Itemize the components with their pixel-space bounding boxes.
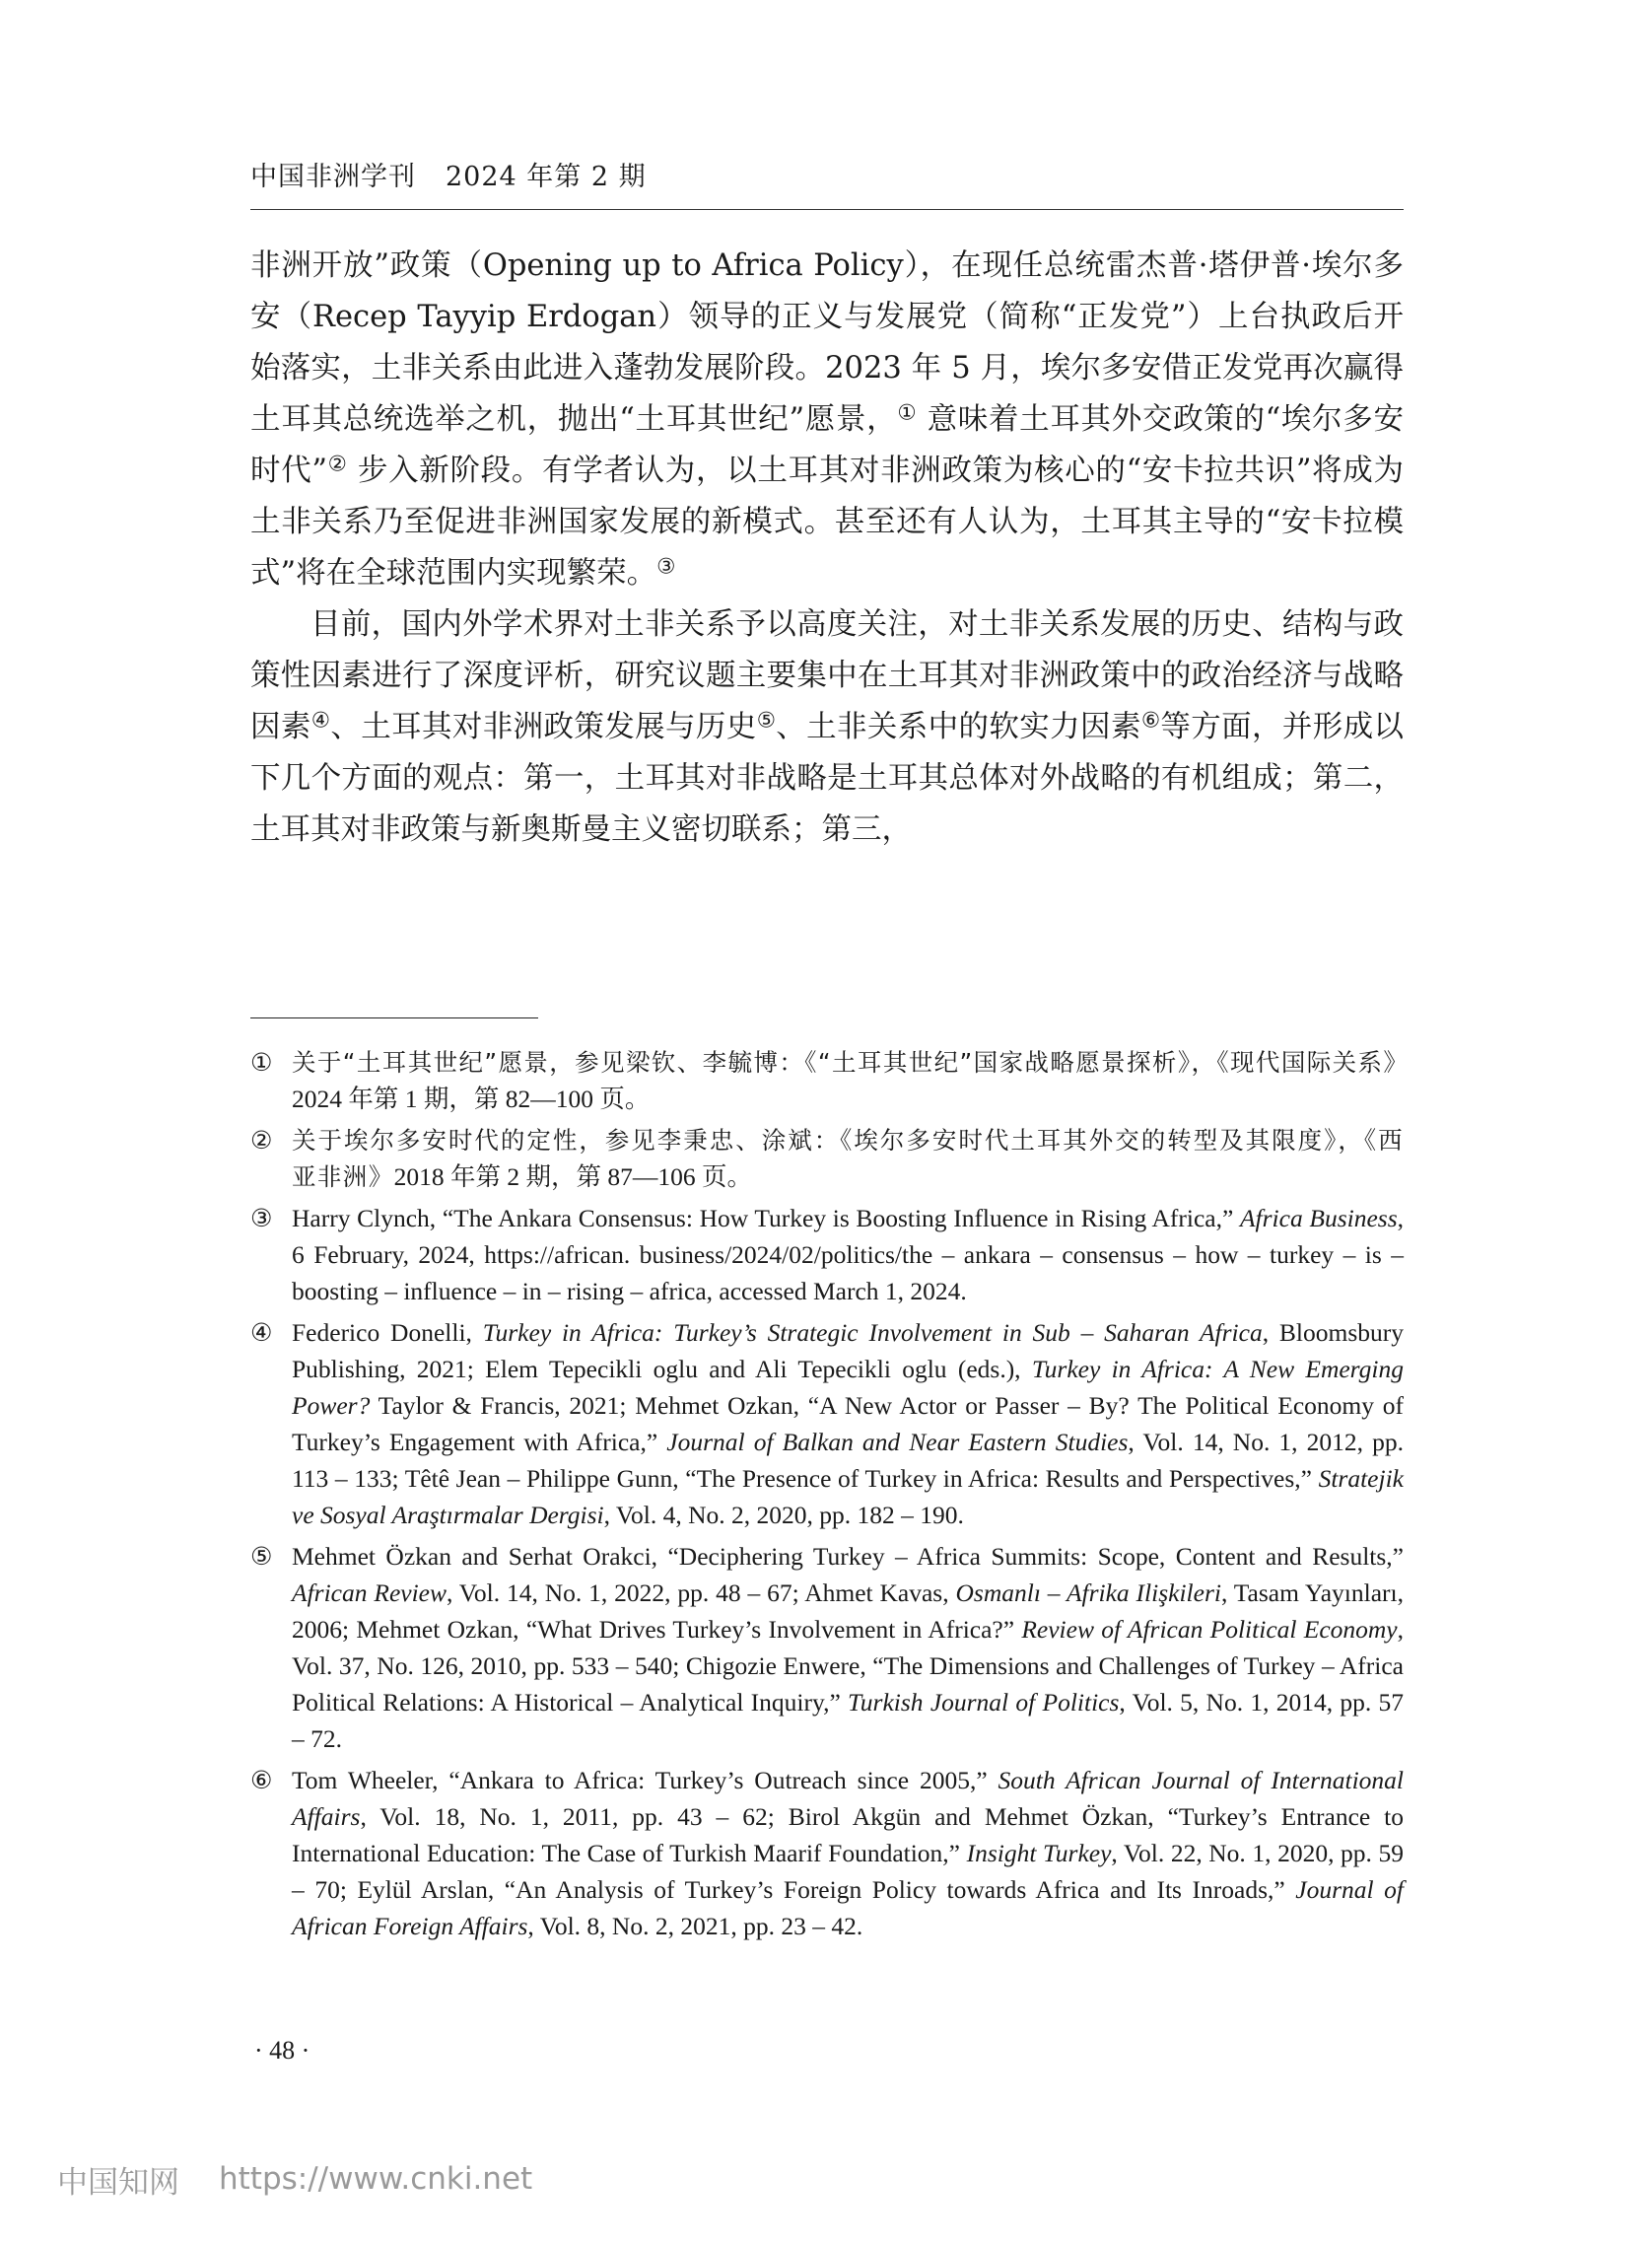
footnote-text: , Vol. 37, No. 126, 2010, pp. 533 – 540; Chigozie Enwere, “The Dimensions and Challenges of Turkey – Africa Political Relations: A Historical – Analytical Inquiry,”	[292, 1615, 1404, 1717]
footnote-1	[250, 1044, 1410, 1117]
footnote-marker: ⑥	[250, 1766, 273, 1794]
footnote-text: Federico Donelli,	[292, 1318, 483, 1347]
footnotes-list	[250, 1044, 1410, 1949]
paragraph-1-text-c: 步入新阶段。有学者认为，以土耳其对非洲政策为核心的“安卡拉共识”将成为土非关系乃至促进非洲国家发展的新模式。甚至还有人认为，土耳其主导的“安卡拉模式”将在全球范围内实现繁荣。	[250, 454, 1404, 591]
cnki-url[interactable]: https://www.cnki.net	[219, 2161, 533, 2197]
main-body-text	[250, 241, 1404, 856]
footnote-text: , Vol. 8, No. 2, 2021, pp. 23 – 42.	[527, 1912, 863, 1940]
footnote-text: 关于埃尔多安时代的定性，参见李秉忠、涂斌：《埃尔多安时代土耳其外交的转型及其限度》，《西亚非洲》	[292, 1126, 1404, 1191]
running-header	[250, 158, 1404, 197]
footnote-title-italic: Africa Business	[1239, 1204, 1398, 1232]
page-number: · 48 ·	[254, 2036, 310, 2065]
footnote-text: , Vol. 14, No. 1, 2022, pp. 48 – 67; Ahmet Kavas,	[447, 1578, 956, 1607]
footnote-title-italic: Review of African Political Economy	[1021, 1615, 1398, 1644]
footnote-text: , Vol. 4, No. 2, 2020, pp. 182 – 190.	[603, 1501, 964, 1529]
footnote-ref-3[interactable]: ③	[656, 554, 676, 580]
footnote-text: , Bloomsbury Publishing, 2021; Elem Tepecikli oglu and Ali Tepecikli oglu (eds.),	[292, 1318, 1404, 1383]
footnote-title-italic: Turkey in Africa: Turkey’s Strategic Involvement in Sub – Saharan Africa	[482, 1318, 1263, 1347]
footnote-ref-2[interactable]: ②	[326, 452, 348, 477]
paragraph-2-text-c: 、土非关系中的软实力因素	[776, 710, 1141, 744]
footnote-text: , 6 February, 2024, https://african. business/2024/02/politics/the – ankara – consensus – how – turkey – is – boosting – influence – in – rising – africa, accessed March 1, 2024.	[292, 1204, 1404, 1305]
footnote-title-italic: Osmanlı – Afrika Ilişkileri	[955, 1578, 1221, 1607]
footnote-marker: ④	[250, 1318, 273, 1347]
footnote-2	[250, 1122, 1404, 1195]
paragraph-2-text-d: 等方面，并形成以下几个方面的观点：第一，土耳其对非战略是土耳其总体对外战略的有机组成；第二，土耳其对非政策与新奥斯曼主义密切联系；第三，	[250, 710, 1405, 847]
footnote-marker: ③	[250, 1204, 273, 1232]
footnote-text: 2018 年第 2 期，第 87—106 页。	[393, 1162, 752, 1191]
paragraph-2-text-a: 目前，国内外学术界对土非关系予以高度关注，对土非关系发展的历史、结构与政策性因素进行了深度评析，研究议题主要集中在土耳其对非洲政策中的政治经济与战略因素	[250, 607, 1404, 744]
footnote-marker: ①	[250, 1048, 273, 1077]
paragraph-1	[250, 241, 1404, 599]
footnote-title-italic: South African Journal of International Affairs	[292, 1766, 1404, 1831]
footnote-ref-6[interactable]: ⑥	[1140, 708, 1161, 734]
footnote-text: Tom Wheeler, “Ankara to Africa: Turkey’s Outreach since 2005,”	[292, 1766, 998, 1794]
footnote-3	[250, 1200, 1404, 1309]
paragraph-2-text-b: 、土耳其对非洲政策发展与历史	[330, 710, 757, 744]
footnote-separator	[250, 1017, 538, 1018]
journal-title: 中国非洲学刊	[250, 162, 416, 192]
footnote-text: Mehmet Özkan and Serhat Orakci, “Deciphering Turkey – Africa Summits: Scope, Content and Results,”	[292, 1542, 1404, 1571]
footnote-text: , Vol. 18, No. 1, 2011, pp. 43 – 62; Birol Akgün and Mehmet Özkan, “Turkey’s Entrance to International Education: The Case of Turkish Maarif Foundation,”	[292, 1802, 1404, 1867]
footnote-6	[250, 1762, 1404, 1944]
header-rule	[250, 209, 1404, 210]
footnote-title-italic: Turkey in Africa: A New Emerging Power?	[292, 1355, 1404, 1420]
paragraph-2	[250, 599, 1404, 856]
footnote-title-italic: Journal of African Foreign Affairs	[292, 1875, 1404, 1940]
footnote-marker: ⑤	[250, 1542, 273, 1571]
issue-label: 2024 年第 2 期	[446, 162, 647, 192]
cnki-watermark	[57, 2157, 532, 2201]
footnote-4	[250, 1314, 1404, 1533]
footnote-title-italic: Insight Turkey	[966, 1839, 1112, 1867]
footnote-ref-1[interactable]: ①	[897, 400, 918, 426]
paragraph-1-text-b: 意味着土耳其外交政策的“埃尔多安时代”	[250, 402, 1404, 488]
footnote-text: 2024 年第 1 期，第 82—100 页。	[292, 1085, 651, 1113]
footnote-text: 关于“土耳其世纪”愿景，参见梁钦、李毓博：《“土耳其世纪”国家战略愿景探析》，《现代国际关系》	[292, 1048, 1410, 1077]
cnki-logo-text: 中国知网	[57, 2164, 179, 2201]
footnote-title-italic: Journal of Balkan and Near Eastern Studies	[666, 1428, 1129, 1456]
footnote-marker: ②	[250, 1126, 273, 1155]
paragraph-1-text-a: 非洲开放”政策（Opening up to Africa Policy），在现任总统雷杰普·塔伊普·埃尔多安（Recep Tayyip Erdogan）领导的正义与发展党（简称“正发党”）上台执政后开始落实，土非关系由此进入蓬勃发展阶段。2023 年 5 月，埃尔多安借正发党再次赢得土耳其总统选举之机，抛出“土耳其世纪”愿景，	[250, 248, 1404, 437]
footnote-title-italic: Turkish Journal of Politics	[848, 1688, 1120, 1717]
footnote-ref-4[interactable]: ④	[310, 708, 331, 734]
footnote-ref-5[interactable]: ⑤	[756, 708, 777, 734]
footnote-text: , Vol. 14, No. 1, 2012, pp. 113 – 133; Têtê Jean – Philippe Gunn, “The Presence of Turkey in Africa: Results and Perspectives,”	[292, 1428, 1404, 1493]
footnote-text: Harry Clynch, “The Ankara Consensus: How Turkey is Boosting Influence in Rising Africa,”	[292, 1204, 1240, 1232]
footnote-text: Taylor & Francis, 2021; Mehmet Ozkan, “A New Actor or Passer – By? The Political Economy of Turkey’s Engagement with Africa,”	[292, 1391, 1404, 1456]
footnote-text: , Vol. 5, No. 1, 2014, pp. 57 – 72.	[292, 1688, 1405, 1753]
footnote-title-italic: African Review	[292, 1578, 447, 1607]
footnote-5	[250, 1538, 1404, 1757]
footnote-title-italic: Stratejik ve Sosyal Araştırmalar Dergisi	[292, 1464, 1404, 1529]
footnote-text: , Vol. 22, No. 1, 2020, pp. 59 – 70; Eylül Arslan, “An Analysis of Turkey’s Foreign Policy towards Africa and Its Inroads,”	[292, 1839, 1404, 1904]
footnote-text: , Tasam Yayınları, 2006; Mehmet Ozkan, “What Drives Turkey’s Involvement in Africa?”	[292, 1578, 1404, 1644]
